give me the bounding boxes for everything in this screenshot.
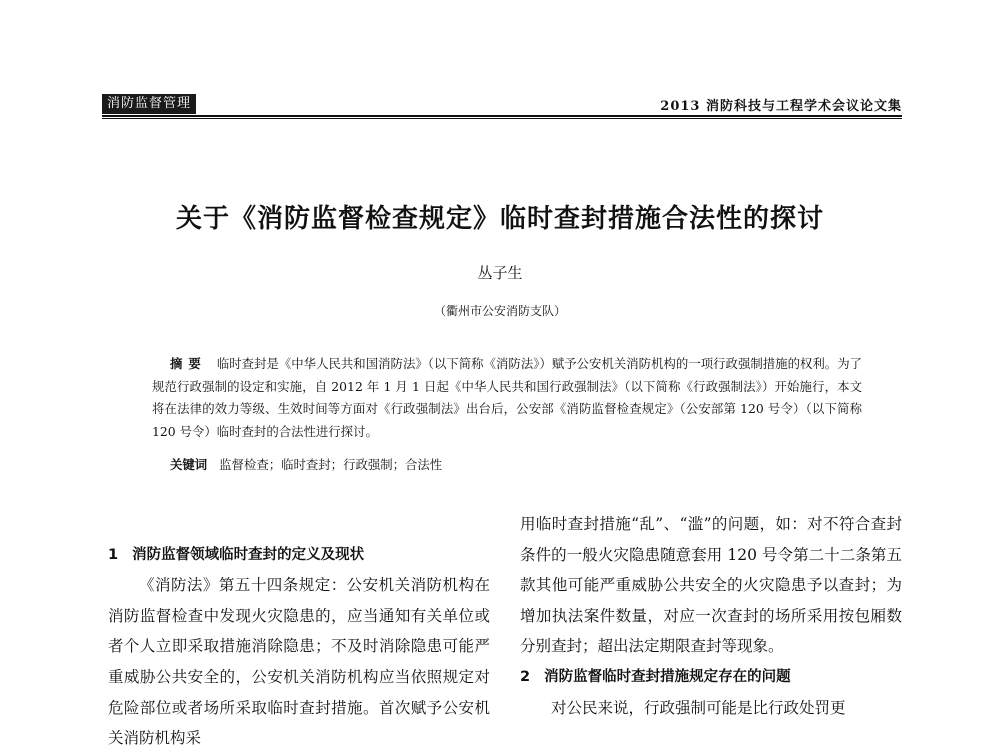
running-header	[102, 94, 902, 116]
section-tag: 消防监督管理	[102, 94, 196, 114]
section-heading	[108, 540, 490, 571]
body-paragraph: 用临时查封措施“乱”、“滥”的问题，如：对不符合查封条件的一般火灾隐患随意套用 120 号令第二十二条第五款其他可能严重威胁公共安全的火灾隐患予以查封；为增加执法案件数量，对应一次查封的场所采用按包厢数分别查封；超出法定期限查封等现象。	[520, 515, 902, 656]
section-number: 2	[520, 668, 531, 685]
series-title: 2013 消防科技与工程学术会议论文集	[660, 99, 902, 114]
section-heading	[520, 662, 902, 693]
header-rule	[102, 115, 902, 117]
body-paragraph: 对公民来说，行政强制可能是比行政处罚更	[551, 698, 846, 717]
body-paragraph: 《消防法》第五十四条规定：公安机关消防机构在消防监督检查中发现火灾隐患的，应当通知有关单位或者个人立即采取措施消除隐患；不及时消除隐患可能严重威胁公共安全的，公安机关消防机构应当依照规定对危险部位或者场所采取临时查封措施。首次赋予公安机关消防机构采	[108, 576, 490, 748]
column-right	[520, 509, 902, 732]
keywords-label: 关键词	[170, 457, 208, 472]
affiliation: （衢州市公安消防支队）	[433, 304, 566, 318]
abstract-label: 摘要	[170, 356, 207, 371]
section-title: 消防监督临时查封措施规定存在的问题	[544, 668, 791, 685]
author: 丛子生	[477, 264, 523, 282]
column-left	[108, 509, 490, 748]
header-rule-thin	[102, 118, 902, 119]
abstract-text: 临时查封是《中华人民共和国消防法》（以下简称《消防法》）赋予公安机关消防机构的一项行政强制措施的权利。为了规范行政强制的设定和实施，自 2012 年 1 月 1 日起《中华人民共和国行政强制法》（以下简称《行政强制法》）开始施行，本文将在法律的效力等级、生效时间等方面对《行政强制法》出台后，公安部《消防监督检查规定》（公安部第 120 号令）（以下简称 120 号令）临时查封的合法性进行探讨。	[152, 356, 863, 439]
abstract	[152, 353, 862, 443]
keywords-text: 监督检查；临时查封；行政强制；合法性	[219, 457, 443, 472]
keywords	[170, 455, 442, 473]
paper-title: 关于《消防监督检查规定》临时查封措施合法性的探讨	[175, 204, 824, 234]
section-title: 消防监督领域临时查封的定义及现状	[132, 546, 365, 563]
section-number: 1	[108, 546, 119, 563]
